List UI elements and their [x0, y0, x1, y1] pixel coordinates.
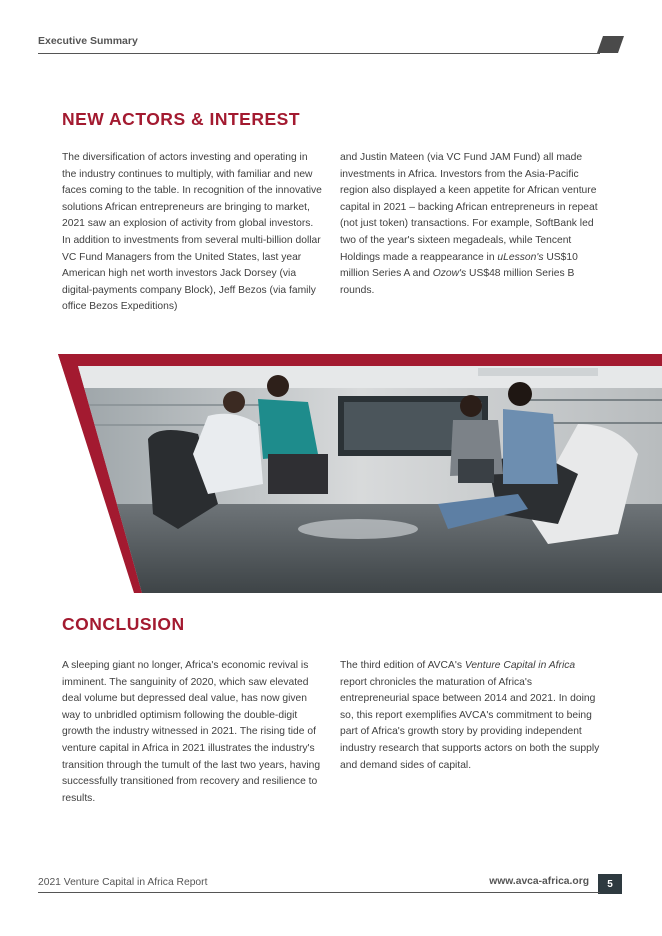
header-tab-decoration — [597, 36, 624, 53]
footer-url-link[interactable]: www.avca-africa.org — [489, 876, 589, 887]
section1-column-left: The diversification of actors investing and operating in the industry continues to multiply, with familiar and new faces coming to the table. In recognition of the innovative solutions African entrepreneurs are bringing to market, 2021 saw an explosion of activity from global investors. In addition to investments from several multi-billion dollar VC Fund Managers from the United States, last year American high net worth investors Jack Dorsey (via digital-payments company Block), Jeff Bezos (via family office Bezos Expeditions) — [62, 152, 322, 313]
section2-column-left: A sleeping giant no longer, Africa's economic revival is imminent. The sanguinity of 2020, which saw elevated deal volume but depressed deal value, has now given way to unbridled optimism following the double-digit growth the industry witnessed in 2021. The rising tide of venture capital in Africa in 2021 illustrates the industry's transition through the tumult of the last two years, having successfully transitioned from recovery and resilience to results. — [62, 660, 321, 804]
section2-column-right: The third edition of AVCA's Venture Capital in Africa report chronicles the maturation of Africa's entrepreneurial space between 2014 and 2021. In doing so, this report exemplifies AVCA's commitment to being part of Africa's growth story by providing independent industry research that supports actors on both the supply and demand sides of capital. — [340, 660, 600, 771]
header-divider — [38, 53, 600, 54]
footer-divider — [38, 892, 600, 893]
page-number-badge: 5 — [598, 874, 622, 894]
footer-report-title: 2021 Venture Capital in Africa Report — [38, 877, 208, 888]
header-section-title: Executive Summary — [38, 35, 138, 47]
section-heading-new-actors: NEW ACTORS & INTEREST — [62, 109, 301, 129]
section-heading-conclusion: CONCLUSION — [62, 614, 185, 634]
section1-column-right: and Justin Mateen (via VC Fund JAM Fund) all made investments in Africa. Investors from the Asia-Pacific region also displayed a keen appetite for African venture capital in 2021 – backing African entrepreneurs in repeat (not just token) transactions. For example, SoftBank led two of the year's sixteen megadeals, while Tencent Holdings made a reappearance in uLesson's US$10 million Series A and Ozow's US$48 million Series B rounds. — [340, 152, 598, 296]
meeting-photo — [58, 354, 662, 593]
